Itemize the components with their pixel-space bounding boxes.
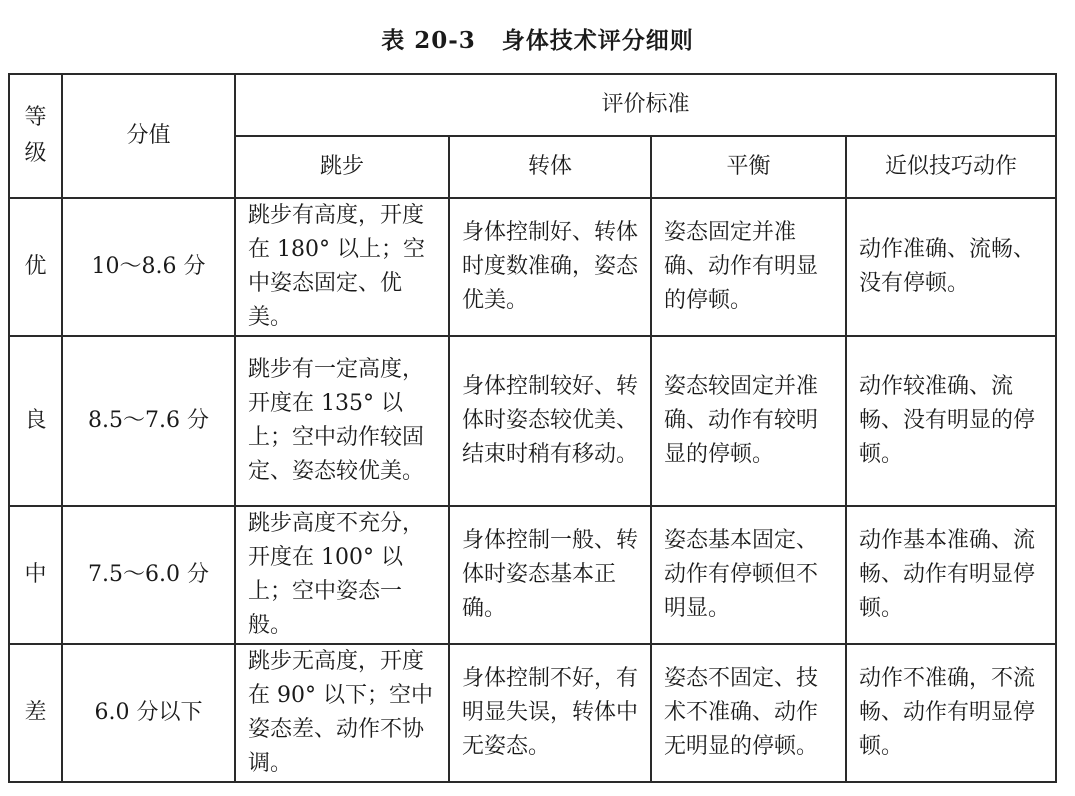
jump-cell: 跳步高度不充分，开度在 100° 以上；空中姿态一般。	[235, 506, 449, 644]
jump-cell: 跳步有高度，开度在 180° 以上；空中姿态固定、优美。	[235, 198, 449, 336]
balance-cell: 姿态固定并准确、动作有明显的停顿。	[651, 198, 846, 336]
grade-cell: 优	[9, 198, 62, 336]
table-caption	[0, 22, 1075, 55]
table-name: 身体技术评分细则	[501, 28, 694, 54]
header-criteria: 评价标准	[235, 74, 1056, 136]
header-row-top	[9, 74, 1056, 136]
turn-cell: 身体控制好、转体时度数准确，姿态优美。	[449, 198, 651, 336]
header-grade-line2: 级	[24, 141, 47, 166]
score-cell: 10～8.6 分	[62, 198, 235, 336]
jump-cell: 跳步有一定高度，开度在 135° 以上；空中动作较固定、姿态较优美。	[235, 336, 449, 506]
grade-cell: 良	[9, 336, 62, 506]
table-row	[9, 506, 1056, 644]
table-row	[9, 198, 1056, 336]
header-turn: 转体	[449, 136, 651, 198]
jump-cell: 跳步无高度，开度在 90° 以下；空中姿态差、动作不协调。	[235, 644, 449, 782]
balance-cell: 姿态较固定并准确、动作有较明显的停顿。	[651, 336, 846, 506]
score-cell: 8.5～7.6 分	[62, 336, 235, 506]
table-row	[9, 336, 1056, 506]
acrobatic-cell: 动作较准确、流畅、没有明显的停顿。	[846, 336, 1056, 506]
header-grade-line1: 等	[24, 105, 47, 130]
header-grade	[9, 74, 62, 198]
balance-cell: 姿态基本固定、动作有停顿但不明显。	[651, 506, 846, 644]
turn-cell: 身体控制一般、转体时姿态基本正确。	[449, 506, 651, 644]
score-cell: 7.5～6.0 分	[62, 506, 235, 644]
header-jump: 跳步	[235, 136, 449, 198]
grade-cell: 差	[9, 644, 62, 782]
turn-cell: 身体控制较好、转体时姿态较优美、结束时稍有移动。	[449, 336, 651, 506]
header-score: 分值	[62, 74, 235, 198]
table-row	[9, 644, 1056, 782]
acrobatic-cell: 动作不准确，不流畅、动作有明显停顿。	[846, 644, 1056, 782]
acrobatic-cell: 动作准确、流畅、没有停顿。	[846, 198, 1056, 336]
table-number: 表 20-3	[381, 27, 476, 54]
header-balance: 平衡	[651, 136, 846, 198]
balance-cell: 姿态不固定、技术不准确、动作无明显的停顿。	[651, 644, 846, 782]
turn-cell: 身体控制不好，有明显失误，转体中无姿态。	[449, 644, 651, 782]
score-cell: 6.0 分以下	[62, 644, 235, 782]
grade-cell: 中	[9, 506, 62, 644]
scoring-table	[8, 73, 1057, 783]
acrobatic-cell: 动作基本准确、流畅、动作有明显停顿。	[846, 506, 1056, 644]
header-acrobatic: 近似技巧动作	[846, 136, 1056, 198]
